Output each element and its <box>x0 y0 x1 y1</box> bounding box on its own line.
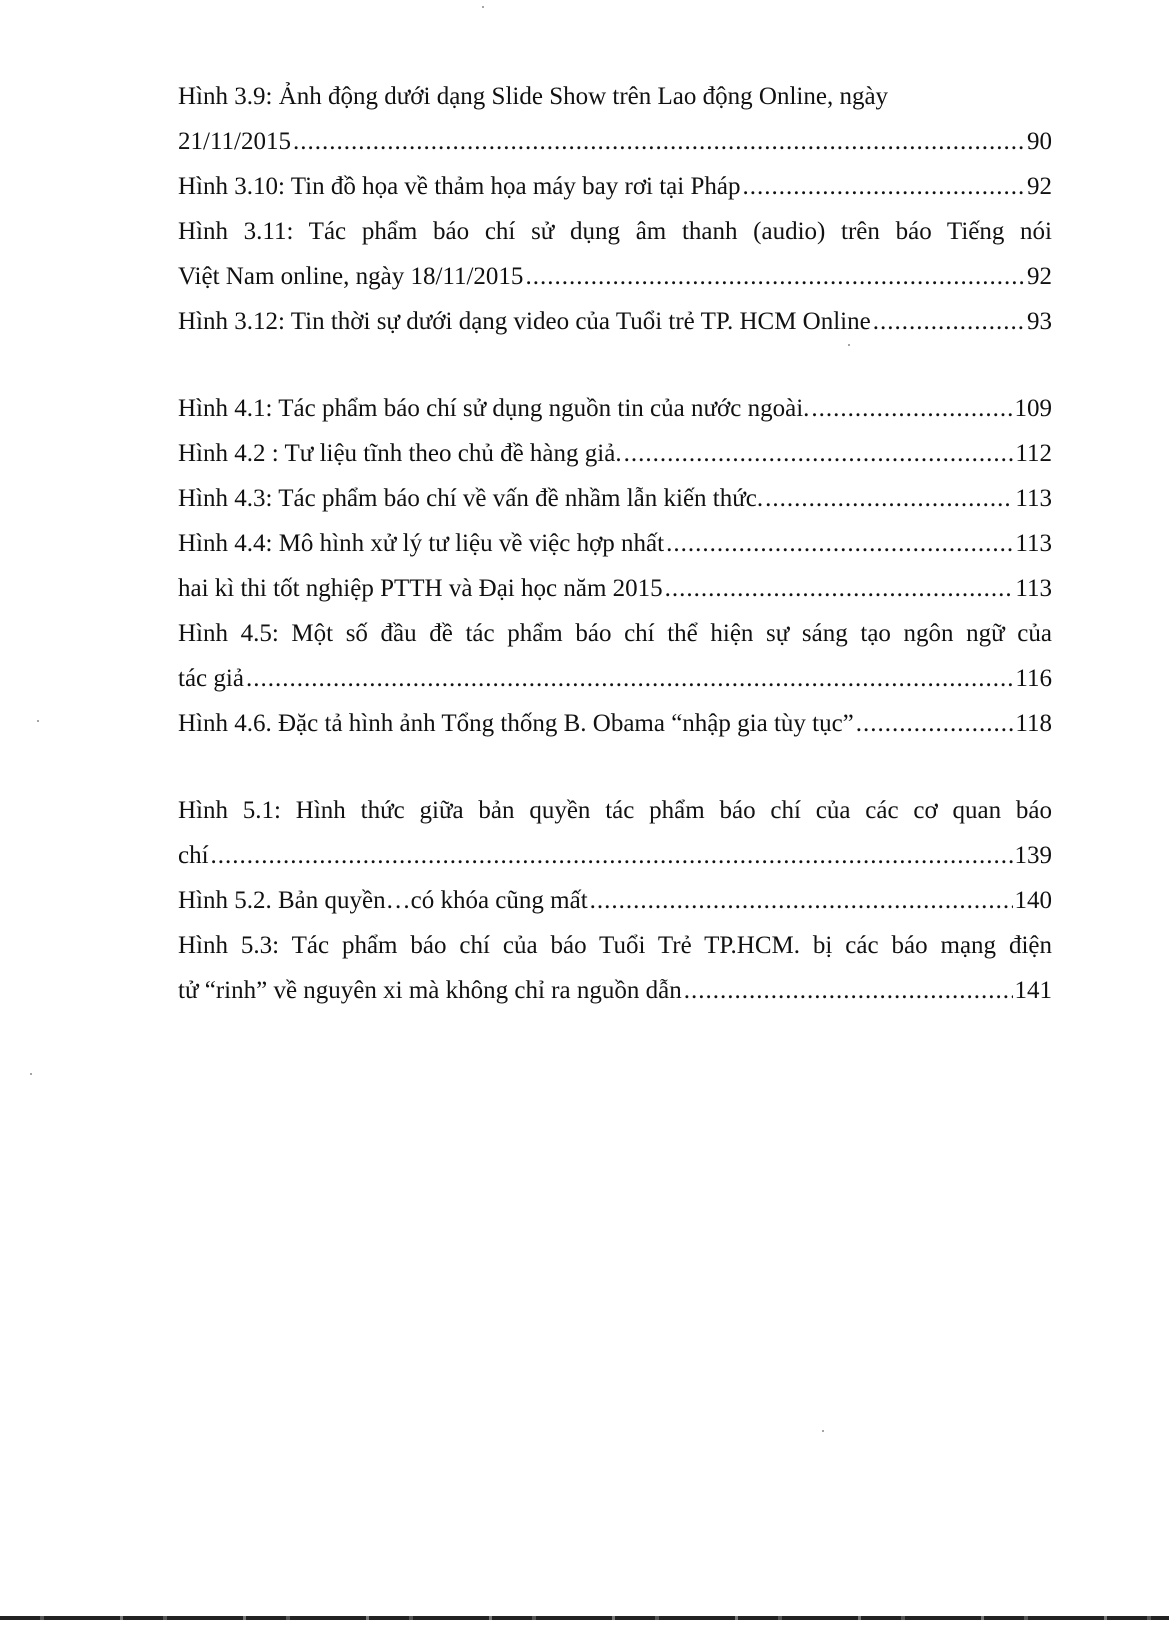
toc-entry[interactable] <box>178 209 1052 299</box>
toc-group <box>178 386 1052 746</box>
entry-title: Hình 5.3: Tác phẩm báo chí của báo Tuổi Trẻ TP.HCM. bị các báo mạng điện <box>178 932 1052 959</box>
entry-title: Hình 5.2. Bản quyền…có khóa cũng mất <box>178 887 588 914</box>
dot-leader <box>665 566 1014 611</box>
toc-line <box>178 968 1052 1013</box>
entry-title: Hình 3.9: Ảnh động dưới dạng Slide Show trên Lao động Online, ngày <box>178 83 889 110</box>
page-number: 112 <box>1015 440 1052 467</box>
entry-title: Hình 4.1: Tác phẩm báo chí sử dụng nguồn tin của nước ngoài. <box>178 395 810 422</box>
dot-leader <box>525 254 1025 299</box>
entry-title: Hình 4.4: Mô hình xử lý tư liệu về việc hợp nhất <box>178 530 665 557</box>
dot-leader <box>590 878 1013 923</box>
entry-title: 21/11/2015 <box>178 128 291 155</box>
dot-leader <box>873 299 1025 344</box>
dot-leader <box>684 968 1013 1013</box>
toc-line <box>178 833 1052 878</box>
toc-line <box>178 164 1052 209</box>
page-number: 139 <box>1014 842 1052 869</box>
entry-title: hai kì thi tốt nghiệp PTTH và Đại học năm 2015 <box>178 575 663 602</box>
page-number: 92 <box>1027 173 1052 200</box>
scan-border-line <box>0 1616 1169 1620</box>
dot-leader <box>742 164 1025 209</box>
toc-line <box>178 476 1052 521</box>
entry-title: Hình 3.10: Tin đồ họa về thảm họa máy bay rơi tại Pháp <box>178 173 741 200</box>
scan-speck <box>848 344 850 346</box>
toc-line <box>178 878 1052 923</box>
entry-title: Hình 4.6. Đặc tả hình ảnh Tổng thống B. Obama “nhập gia tùy tục” <box>178 710 854 737</box>
dot-leader <box>246 656 1013 701</box>
dot-leader <box>811 386 1012 431</box>
dot-leader <box>293 119 1025 164</box>
page-number: 118 <box>1015 710 1052 737</box>
toc-line <box>178 209 1052 254</box>
toc-line <box>178 431 1052 476</box>
toc-entry[interactable] <box>178 164 1052 209</box>
toc-group <box>178 788 1052 1013</box>
toc-line <box>178 923 1052 968</box>
toc-line <box>178 611 1052 656</box>
page-number: 141 <box>1014 977 1052 1004</box>
page-number: 113 <box>1015 485 1052 512</box>
entry-title: Hình 3.12: Tin thời sự dưới dạng video của Tuổi trẻ TP. HCM Online <box>178 308 871 335</box>
page-number: 90 <box>1027 128 1052 155</box>
toc-line <box>178 566 1052 611</box>
page-number: 116 <box>1015 665 1052 692</box>
toc-entry[interactable] <box>178 788 1052 878</box>
toc-entry[interactable] <box>178 299 1052 344</box>
page-number: 113 <box>1015 530 1052 557</box>
dot-leader <box>211 833 1013 878</box>
toc-line <box>178 119 1052 164</box>
page-number: 93 <box>1027 308 1052 335</box>
dot-leader <box>765 476 1013 521</box>
toc-entry[interactable] <box>178 878 1052 923</box>
toc-line <box>178 299 1052 344</box>
entry-title: chí <box>178 842 209 869</box>
toc-line <box>178 656 1052 701</box>
toc-entry[interactable] <box>178 566 1052 611</box>
entry-title: Hình 4.5: Một số đầu đề tác phẩm báo chí thể hiện sự sáng tạo ngôn ngữ của <box>178 620 1052 647</box>
table-of-figures <box>178 74 1052 1013</box>
toc-line <box>178 74 1052 119</box>
entry-title: Hình 5.1: Hình thức giữa bản quyền tác phẩm báo chí của các cơ quan báo <box>178 797 1052 824</box>
toc-entry[interactable] <box>178 476 1052 521</box>
toc-line <box>178 788 1052 833</box>
scan-speck <box>30 1073 32 1075</box>
toc-entry[interactable] <box>178 701 1052 746</box>
page-number: 113 <box>1015 575 1052 602</box>
toc-entry[interactable] <box>178 611 1052 701</box>
toc-entry[interactable] <box>178 386 1052 431</box>
toc-line <box>178 254 1052 299</box>
toc-entry[interactable] <box>178 521 1052 566</box>
entry-title: Việt Nam online, ngày 18/11/2015 <box>178 263 524 290</box>
entry-title: Hình 3.11: Tác phẩm báo chí sử dụng âm thanh (audio) trên báo Tiếng nói <box>178 218 1052 245</box>
page-number: 92 <box>1027 263 1052 290</box>
page-number: 109 <box>1014 395 1052 422</box>
toc-entry[interactable] <box>178 923 1052 1013</box>
entry-title: Hình 4.3: Tác phẩm báo chí về vấn đề nhầm lẫn kiến thức. <box>178 485 764 512</box>
dot-leader <box>856 701 1014 746</box>
dot-leader <box>624 431 1014 476</box>
scan-speck <box>37 720 39 722</box>
entry-title: Hình 4.2 : Tư liệu tĩnh theo chủ đề hàng giả. <box>178 440 622 467</box>
toc-entry[interactable] <box>178 74 1052 164</box>
toc-line <box>178 386 1052 431</box>
toc-line <box>178 701 1052 746</box>
scan-speck <box>482 6 484 8</box>
scan-speck <box>822 1430 824 1432</box>
page-number: 140 <box>1014 887 1052 914</box>
toc-group <box>178 74 1052 344</box>
dot-leader <box>666 521 1013 566</box>
entry-title: tác giả <box>178 665 244 692</box>
entry-title: tử “rinh” về nguyên xi mà không chỉ ra nguồn dẫn <box>178 977 682 1004</box>
toc-entry[interactable] <box>178 431 1052 476</box>
toc-line <box>178 521 1052 566</box>
